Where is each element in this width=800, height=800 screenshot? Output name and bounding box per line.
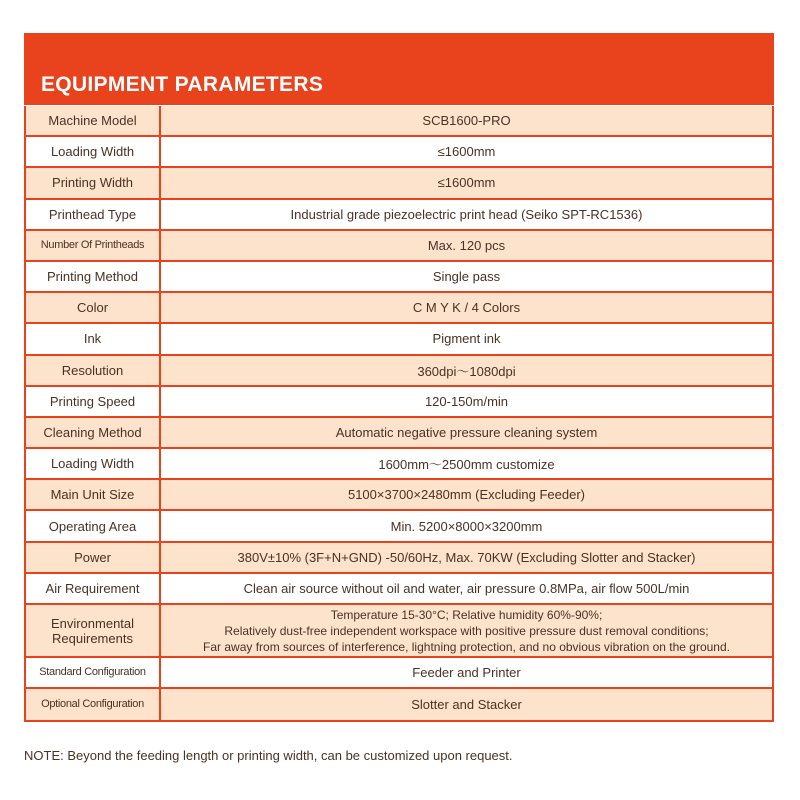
row-label: Loading Width (26, 137, 161, 166)
row-label: Resolution (26, 356, 161, 385)
table-row (26, 324, 772, 355)
row-value: Industrial grade piezoelectric print head (Seiko SPT-RC1536) (290, 206, 643, 222)
row-label: Printing Method (26, 262, 161, 291)
parameters-table (24, 106, 774, 722)
row-value: Single pass (432, 269, 501, 285)
table-row (26, 658, 772, 689)
table-row (26, 356, 772, 387)
row-value: ≤1600mm (437, 144, 496, 160)
row-value-line: Far away from sources of interference, lightning protection, and no obvious vibration on the ground. (203, 639, 730, 654)
footnote: NOTE: Beyond the feeding length or printing width, can be customized upon request. (24, 748, 513, 763)
row-value: Slotter and Stacker (411, 697, 522, 713)
row-value: Max. 120 pcs (427, 237, 506, 253)
row-value: SCB1600-PRO (422, 113, 511, 129)
row-value: Pigment ink (432, 331, 501, 347)
row-value: Clean air source without oil and water, air pressure 0.8MPa, air flow 500L/min (243, 580, 690, 596)
row-value: 120-150m/min (424, 393, 509, 409)
row-label: Power (26, 543, 161, 572)
row-label: Ink (26, 324, 161, 353)
row-value-line: Relatively dust-free independent workspace with positive pressure dust removal conditions; (224, 623, 709, 638)
table-row (26, 137, 772, 168)
table-row (26, 293, 772, 324)
row-label: Printing Width (26, 168, 161, 197)
row-value: 360dpi～1080dpi (417, 363, 516, 379)
table-row (26, 106, 772, 137)
table-row (26, 574, 772, 605)
row-label: Machine Model (26, 106, 161, 135)
table-row (26, 543, 772, 574)
row-label: Standard Configuration (26, 658, 161, 687)
row-label: Main Unit Size (26, 480, 161, 509)
row-label: Environmental Requirements (26, 605, 161, 656)
table-row (26, 200, 772, 231)
row-label: Air Requirement (26, 574, 161, 603)
table-row (26, 511, 772, 542)
row-label: Optional Configuration (26, 689, 161, 720)
table-row (26, 231, 772, 262)
table-row (26, 480, 772, 511)
row-label: Printhead Type (26, 200, 161, 229)
table-row (26, 387, 772, 418)
table-row (26, 262, 772, 293)
row-value: Feeder and Printer (412, 665, 521, 681)
row-value: 5100×3700×2480mm (Excluding Feeder) (347, 487, 586, 503)
row-label: Loading Width (26, 449, 161, 478)
row-label: Number Of Printheads (26, 231, 161, 260)
row-value: Min. 5200×8000×3200mm (390, 518, 543, 534)
row-value (161, 605, 772, 656)
row-value: Automatic negative pressure cleaning system (335, 424, 598, 440)
table-row (26, 168, 772, 199)
row-value: ≤1600mm (437, 175, 496, 191)
row-label: Operating Area (26, 511, 161, 540)
row-label: Printing Speed (26, 387, 161, 416)
row-value: 1600mm～2500mm customize (378, 457, 555, 473)
row-value: C M Y K / 4 Colors (412, 300, 521, 316)
row-value-line: Temperature 15-30°C; Relative humidity 60%-90%; (330, 607, 603, 622)
page-title: EQUIPMENT PARAMETERS (41, 73, 324, 96)
row-value: 380V±10% (3F+N+GND) -50/60Hz, Max. 70KW (Excluding Slotter and Stacker) (237, 549, 696, 565)
header-banner (24, 33, 774, 105)
table-row (26, 418, 772, 449)
table-row (26, 605, 772, 658)
row-label: Color (26, 293, 161, 322)
table-row (26, 449, 772, 480)
table-row (26, 689, 772, 720)
row-label: Cleaning Method (26, 418, 161, 447)
